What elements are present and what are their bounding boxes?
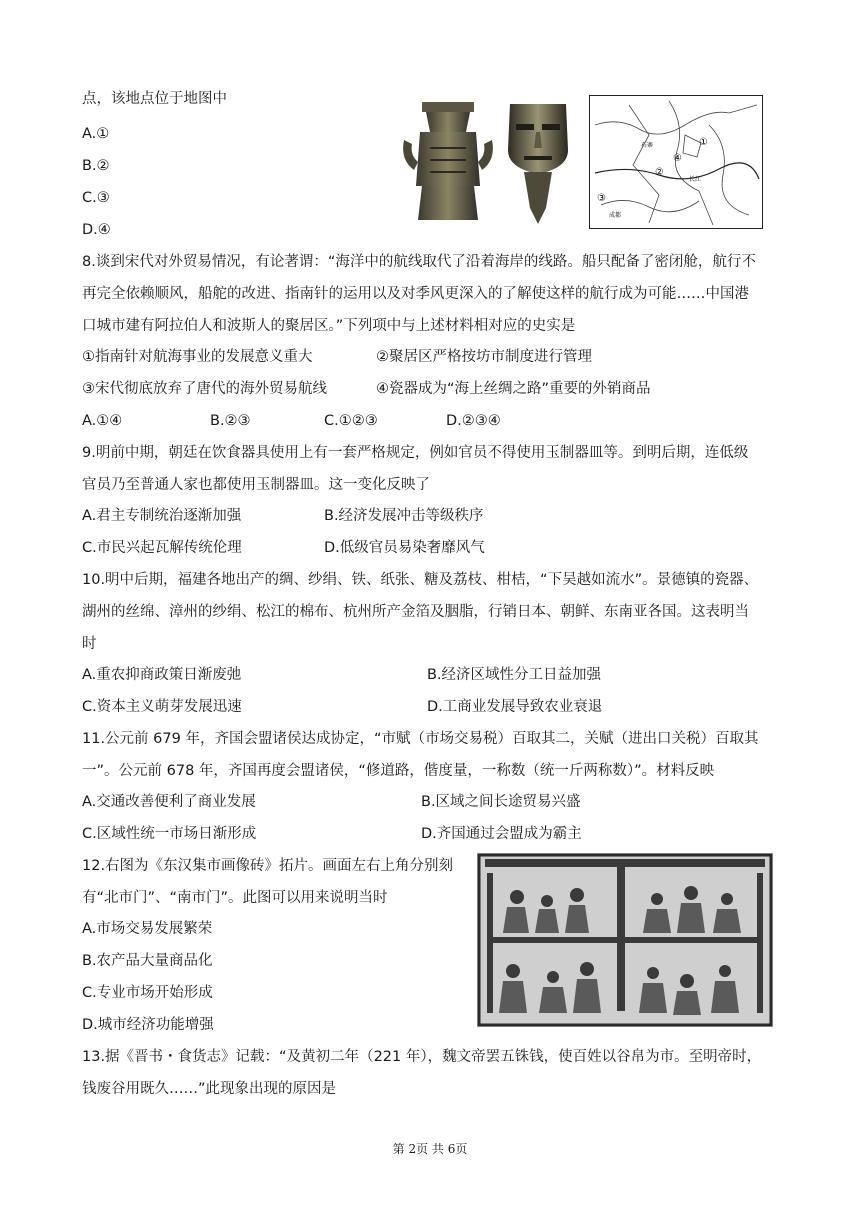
map-marker-4: ④: [673, 153, 682, 164]
q8-stem-line: 口城市建有阿拉伯人和波斯人的聚居区。”下列项中与上述材料相对应的史实是: [82, 318, 576, 334]
page-footer: 第 2页 共 6页: [392, 1142, 468, 1156]
q8-option-a: A.①④: [82, 413, 123, 429]
q10-stem-line: 10.明中后期，福建各地出产的绸、纱绢、铁、纸张、糖及荔枝、柑桔，“下吴越如流水”。景德镇的瓷器、: [82, 572, 759, 588]
q10-option-d: D.工商业发展导致农业衰退: [427, 699, 603, 715]
map-label: 长江: [689, 176, 702, 183]
q8-stem-line: 8.谈到宋代对外贸易情况，有论著谓：“海洋中的航线取代了沿着海岸的线路。船只配备了密闭舱，航行不: [82, 254, 756, 270]
q8-stem-line: 再完全依赖顺风，船舵的改进、指南针的运用以及对季风更深入的了解使这样的航行成为可能……中国港: [82, 286, 749, 302]
q12-option-d: D.城市经济功能增强: [82, 1017, 214, 1033]
q9-option-b: B.经济发展冲击等级秩序: [324, 508, 484, 524]
q11-option-c: C.区域性统一市场日渐形成: [82, 826, 257, 842]
map-marker-2: ②: [655, 167, 664, 178]
q13-stem-line: 钱废谷用既久……”此现象出现的原因是: [82, 1081, 337, 1097]
q7-option-c: C.③: [82, 190, 110, 206]
q10-option-c: C.资本主义萌芽发展迅速: [82, 699, 242, 715]
q12-stem-line: 有“北市门”、“南市门”。此图可以用来说明当时: [82, 890, 388, 906]
q11-option-a: A.交通改善便利了商业发展: [82, 794, 256, 810]
q11-stem-line: 11.公元前 679 年，齐国会盟诸侯达成协定，“市赋（市场交易税）百取其二，关赋（进出口关税）百取其: [82, 731, 759, 747]
q9-stem-line: 官员乃至普通人家也都使用玉制器皿。这一变化反映了: [82, 477, 430, 493]
q13-stem-line: 13.据《晋书・食货志》记载：“及黄初二年（221 年），魏文帝罢五铢钱，使百姓以谷帛为市。至明帝时，: [82, 1049, 762, 1065]
map-label: 成都: [609, 212, 622, 219]
q11-stem-line: 一”。公元前 678 年，齐国再度会盟诸侯，“修道路，偕度量，一称数（统一斤两称数）”。材料反映: [82, 763, 715, 779]
q8-item-4: ④瓷器成为“海上丝绸之路”重要的外销商品: [376, 381, 651, 397]
market-rubbing-image: [477, 853, 773, 1027]
q12-option-a: A.市场交易发展繁荣: [82, 921, 213, 937]
q7-stem-tail: 点，该地点位于地图中: [82, 91, 227, 107]
bronze-mask-image: [502, 98, 574, 226]
q12-option-b: B.农产品大量商品化: [82, 953, 213, 969]
q10-option-b: B.经济区域性分工日益加强: [427, 667, 602, 683]
q12-option-c: C.专业市场开始形成: [82, 985, 213, 1001]
map-label: 石寨: [641, 142, 654, 149]
q10-option-a: A.重农抑商政策日渐废弛: [82, 667, 242, 683]
q9-option-c: C.市民兴起瓦解传统伦理: [82, 540, 242, 556]
q8-option-d: D.②③④: [446, 413, 501, 429]
q8-item-2: ②聚居区严格按坊市制度进行管理: [376, 349, 592, 365]
q10-stem-line: 湖州的丝绵、漳州的纱绢、松江的棉布、杭州所产金箔及胭脂，行销日本、朝鲜、东南亚各国。这表明当: [82, 604, 749, 620]
q8-item-3: ③宋代彻底放弃了唐代的海外贸易航线: [82, 381, 327, 397]
q9-option-a: A.君主专制统治逐渐加强: [82, 508, 242, 524]
q9-stem-line: 9.明前中期，朝廷在饮食器具使用上有一套严格规定，例如官员不得使用玉制器皿等。到明后期，连低级: [82, 445, 749, 461]
q8-option-c: C.①②③: [324, 413, 378, 429]
q7-option-a: A.①: [82, 126, 110, 142]
q7-option-b: B.②: [82, 158, 110, 174]
q8-option-b: B.②③: [210, 413, 251, 429]
q10-stem-line: 时: [82, 636, 97, 652]
q9-option-d: D.低级官员易染奢靡风气: [324, 540, 485, 556]
q7-option-d: D.④: [82, 222, 111, 238]
q12-stem-line: 12.右图为《东汉集市画像砖》拓片。画面左右上角分别刻: [82, 858, 454, 874]
map-marker-3: ③: [597, 193, 606, 204]
bronze-vessel-image: [400, 100, 496, 222]
q8-item-1: ①指南针对航海事业的发展意义重大: [82, 349, 313, 365]
q11-option-d: D.齐国通过会盟成为霸主: [421, 826, 582, 842]
map-marker-1: ①: [699, 137, 708, 148]
map-image: [589, 95, 763, 229]
q11-option-b: B.区域之间长途贸易兴盛: [421, 794, 581, 810]
